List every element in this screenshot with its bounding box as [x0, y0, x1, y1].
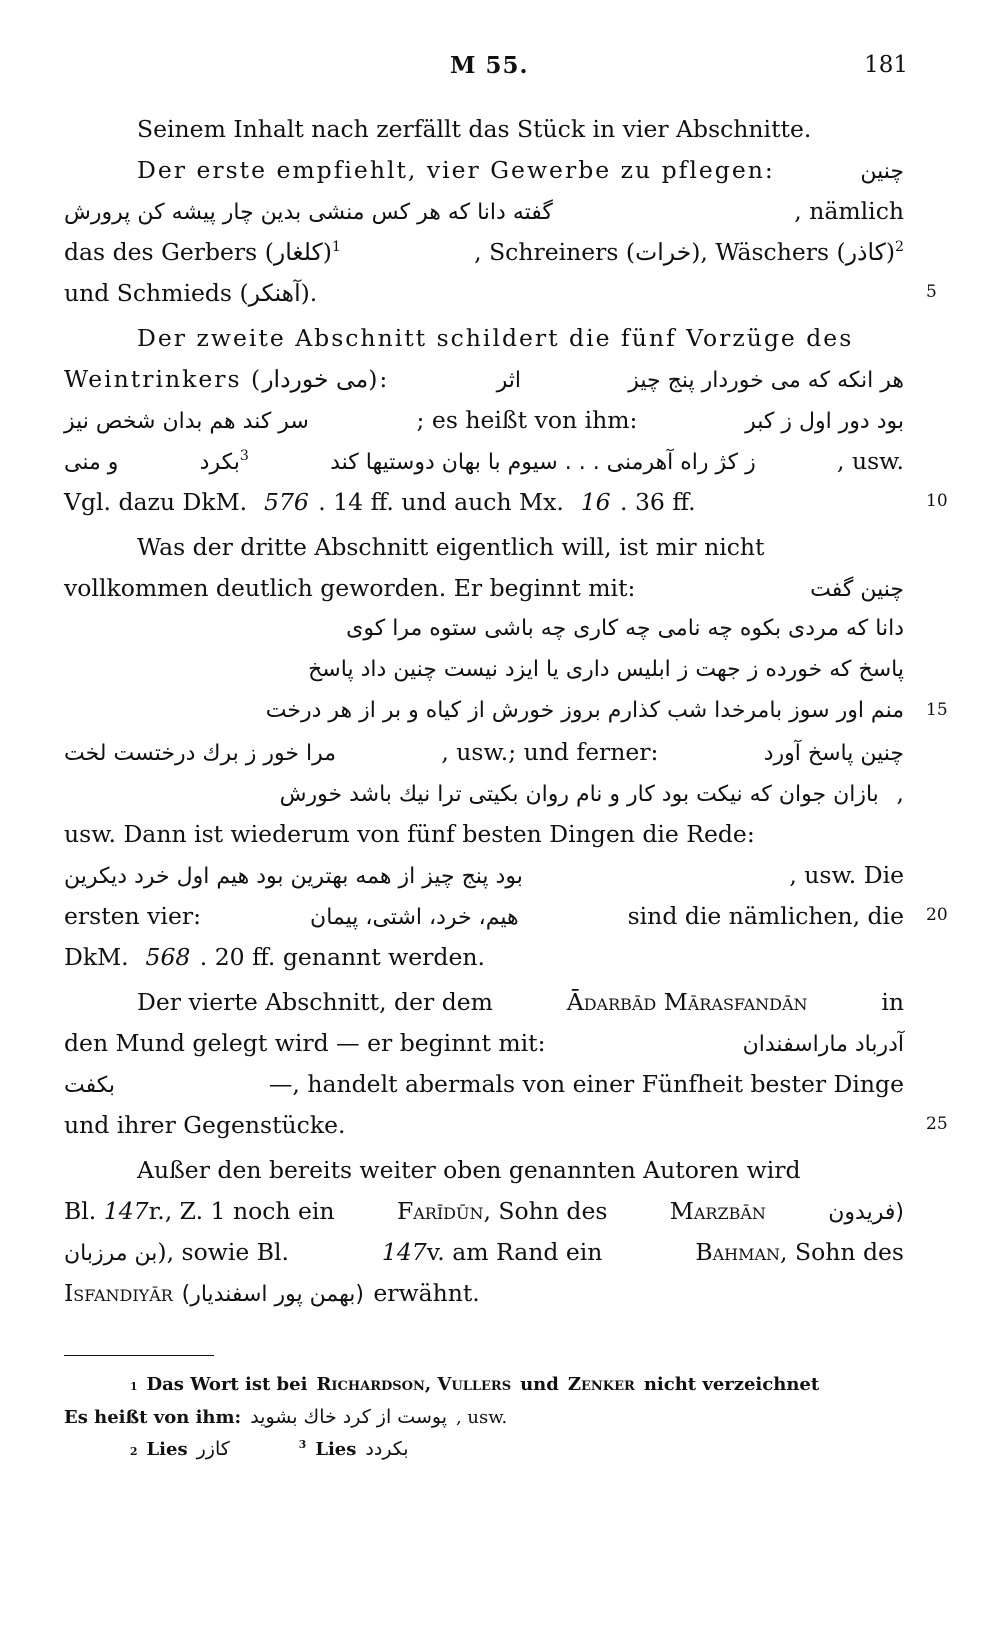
- footnote-mark: 3: [298, 1438, 307, 1451]
- text-line: [64, 1064, 904, 1104]
- text-segment: und Schmieds (آهنكر).: [64, 279, 318, 307]
- line-number: 15: [926, 700, 948, 720]
- text-line: [64, 482, 904, 522]
- text-line: [137, 691, 904, 731]
- text-segment: das des Gerbers (كلغار): [64, 238, 332, 266]
- text-segment: Weintrinkers (مى خوردار):: [64, 365, 390, 393]
- footnote-text: Lies: [315, 1439, 357, 1460]
- arabic-segment: بازان جوان كه نيكت بود كار و نام روان بكيتى ترا نيك باشد خورش: [279, 782, 879, 807]
- text-line: [64, 191, 904, 231]
- text-segment: Der erste empfiehlt, vier Gewerbe zu pflegen:: [137, 156, 775, 184]
- footnote: [64, 1402, 904, 1433]
- text-segment: . 36 ff.: [620, 488, 696, 516]
- text-segment: Isfandiyār: [64, 1279, 173, 1307]
- arabic-segment: ز كژ راه آهرمنى . . . سيوم با بهان دوستيها كند: [330, 450, 756, 475]
- text-line: [137, 1150, 904, 1190]
- footnote-text: und: [520, 1374, 559, 1395]
- line-number: 5: [926, 282, 937, 302]
- text-segment: , usw. Die: [789, 861, 904, 889]
- text-line: [64, 650, 904, 690]
- footnote-text: Es heißt von ihm:: [64, 1407, 242, 1428]
- footnote-separator: [64, 1355, 214, 1356]
- line-number: 20: [926, 905, 948, 925]
- footnote-text: Lies: [146, 1439, 188, 1460]
- running-header: M 55.: [450, 52, 529, 79]
- text-segment: , usw.; und ferner:: [441, 738, 659, 766]
- text-segment: Seinem Inhalt nach zerfällt das Stück in vier Abschnitte.: [137, 115, 812, 143]
- arabic-segment: مرا خور ز برك درختست لخت: [64, 741, 337, 766]
- arabic-segment: (فريدون: [828, 1200, 904, 1225]
- text-line: [64, 855, 904, 895]
- line-number: 10: [926, 491, 948, 511]
- line-number: 25: [926, 1114, 948, 1134]
- text-segment: , Sohn des: [483, 1197, 608, 1225]
- text-segment: 576: [264, 488, 309, 516]
- text-line: [64, 1023, 904, 1063]
- arabic-segment: اثر: [496, 368, 521, 393]
- text-line: [64, 1232, 904, 1272]
- text-line: [64, 937, 904, 977]
- text-segment: Bl.: [64, 1197, 97, 1225]
- text-segment: 16: [580, 488, 611, 516]
- footnote-ref: 2: [895, 239, 904, 256]
- footnote-ref: 1: [331, 239, 341, 256]
- text-segment: v. am Rand ein: [426, 1238, 603, 1266]
- text-line: [64, 568, 904, 608]
- text-line: [64, 814, 904, 854]
- arabic-segment: بكفت: [64, 1073, 116, 1098]
- text-segment: Außer den bereits weiter oben genannten Autoren wird: [137, 1156, 801, 1184]
- text-segment: —, handelt abermals von einer Fünfheit bester Dinge: [268, 1070, 904, 1098]
- text-segment: Der zweite Abschnitt schildert die fünf Vorzüge des: [137, 324, 854, 352]
- text-line: [64, 896, 904, 936]
- arabic-segment: بود دور اول ز كبر: [745, 409, 904, 434]
- arabic-segment: بكردد: [365, 1438, 409, 1460]
- text-line: [64, 359, 904, 399]
- text-segment: erwähnt.: [373, 1279, 480, 1307]
- text-segment: Der vierte Abschnitt, der dem: [137, 988, 493, 1016]
- arabic-segment: چنين: [860, 159, 904, 184]
- arabic-segment: هيم، خرد، اشتى، پيمان: [310, 905, 519, 930]
- text-line: [137, 150, 904, 190]
- text-segment: ersten vier:: [64, 902, 202, 930]
- arabic-segment: و منى: [64, 450, 119, 475]
- arabic-segment: بكرد: [199, 450, 240, 475]
- footnote-text: Richardson, Vullers: [316, 1374, 512, 1395]
- text-segment: ,: [896, 779, 904, 807]
- arabic-segment: چنين گفت: [810, 577, 904, 602]
- footnote-text: Das Wort ist bei: [146, 1374, 308, 1395]
- arabic-segment: دانا كه مردى بكوه چه نامى چه كارى چه باشى ستوه مرا كوى: [346, 616, 904, 641]
- text-segment: , nämlich: [794, 197, 904, 225]
- text-line: [64, 441, 904, 481]
- text-line: [64, 1273, 904, 1313]
- text-segment: , Sohn des: [780, 1238, 904, 1266]
- text-segment: , usw.: [837, 447, 904, 475]
- text-line: [64, 773, 904, 813]
- text-segment: usw. Dann ist wiederum von fünf besten Dingen die Rede:: [64, 820, 755, 848]
- text-segment: Bahman: [695, 1238, 781, 1266]
- arabic-segment: (بهمن پور اسفنديار): [181, 1282, 364, 1307]
- text-segment: . 20 ff. genannt werden.: [199, 943, 485, 971]
- arabic-segment: پوست از كرد خاك بشويد: [250, 1406, 447, 1428]
- arabic-segment: هر انكه كه مى خوردار پنج چيز: [628, 368, 904, 393]
- text-segment: Marzbān: [669, 1197, 766, 1225]
- text-segment: Ādarbād Mārasfandān: [566, 988, 808, 1016]
- text-line: [137, 318, 904, 358]
- footnote-text: , usw.: [455, 1407, 508, 1428]
- text-segment: den Mund gelegt wird — er beginnt mit:: [64, 1029, 546, 1057]
- footnote: 1 Das Wort ist bei Richardson, Vullers und Zenker nicht verzeichnet: [130, 1370, 970, 1400]
- text-segment: ), sowie Bl.: [157, 1238, 289, 1266]
- text-segment: 568: [145, 943, 191, 971]
- text-segment: Vgl. dazu DkM.: [64, 488, 248, 516]
- text-segment: , Schreiners (خرات), Wäschers (كاذر): [474, 238, 896, 266]
- arabic-segment: گفته دانا كه هر كس منشى بدين چار پيشه كن پرورش: [64, 200, 553, 225]
- text-segment: ; es heißt von ihm:: [416, 406, 638, 434]
- text-segment: Farīdūn: [396, 1197, 484, 1225]
- text-segment: Was der dritte Abschnitt eigentlich will, ist mir nicht: [137, 533, 765, 561]
- arabic-segment: بود پنج چيز از همه بهترين بود هيم اول خرد ديكرين: [64, 864, 523, 889]
- text-segment: in: [881, 988, 904, 1016]
- footnote-ref: 3: [239, 448, 249, 465]
- text-segment: vollkommen deutlich geworden. Er beginnt mit:: [64, 574, 636, 602]
- text-segment: sind die nämlichen, die: [627, 902, 904, 930]
- arabic-segment: آدرباد ماراسفندان: [742, 1032, 904, 1057]
- footnote-text: nicht verzeichnet: [643, 1374, 820, 1395]
- text-segment: 147: [381, 1238, 427, 1266]
- text-segment: . 14 ff. und auch Mx.: [318, 488, 564, 516]
- arabic-segment: سر كند هم بدان شخص نيز: [64, 409, 309, 434]
- text-line: [137, 527, 904, 567]
- text-line: [137, 109, 904, 149]
- text-line: [64, 400, 904, 440]
- arabic-segment: بن مرزبان: [64, 1241, 158, 1266]
- text-line: [64, 609, 904, 649]
- text-segment: 147: [103, 1197, 149, 1225]
- text-segment: r., Z. 1 noch ein: [148, 1197, 335, 1225]
- text-line: [64, 232, 904, 272]
- text-line: [64, 732, 904, 772]
- arabic-segment: پاسخ كه خورده ز جهت ز ابليس دارى يا ايزد نيست چنين داد پاسخ: [308, 657, 904, 682]
- text-segment: und ihrer Gegenstücke.: [64, 1111, 346, 1139]
- text-line: [137, 982, 904, 1022]
- arabic-segment: منم اور سوز بامرخدا شب كذارم بروز خورش از كياه و بر از هر درخت: [265, 698, 904, 723]
- text-line: [64, 273, 904, 313]
- page-number: 181: [864, 52, 908, 78]
- text-line: [64, 1191, 904, 1231]
- footnote: 2 Lies كازر $^3$ Lies بكردد: [130, 1434, 970, 1465]
- footnote-text: Zenker: [567, 1374, 635, 1395]
- text-line: [64, 1105, 904, 1145]
- text-segment: DkM.: [64, 943, 129, 971]
- arabic-segment: كازر: [196, 1438, 230, 1460]
- arabic-segment: چنين پاسخ آورد: [763, 741, 904, 766]
